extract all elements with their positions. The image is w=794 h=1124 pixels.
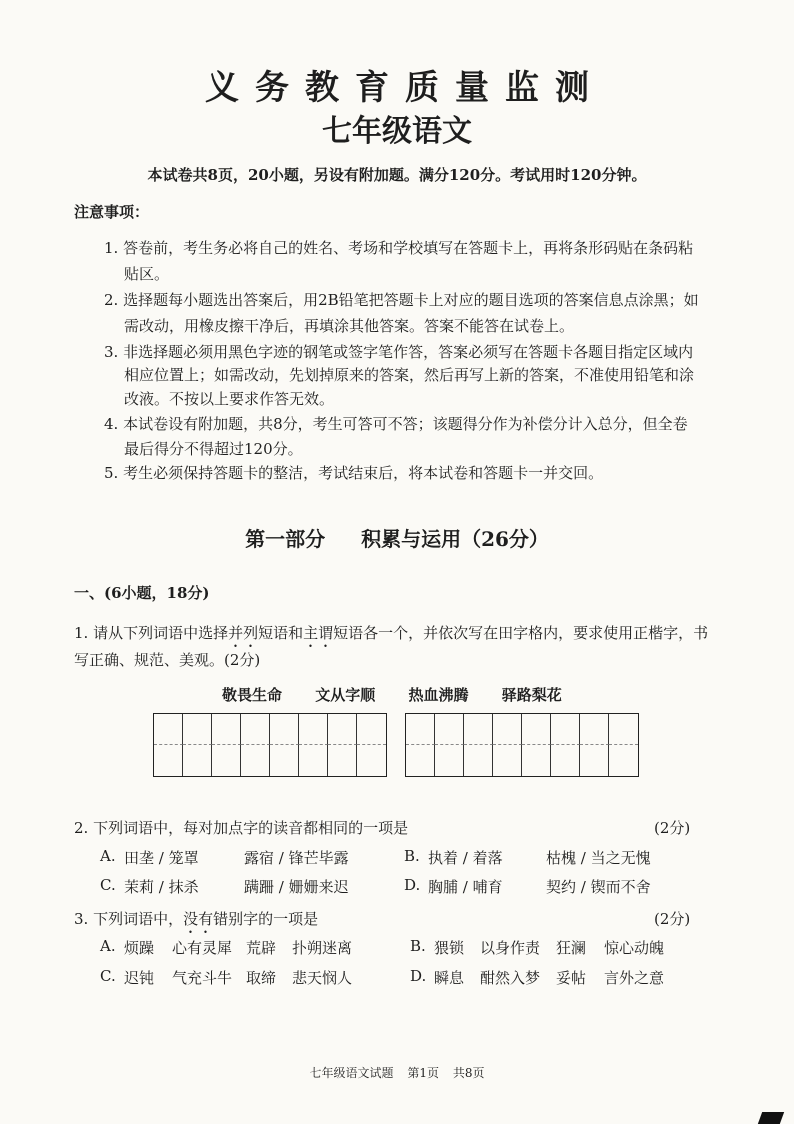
exam-intro: 本试卷共8页，20小题，另设有附加题。满分120分。考试用时120分钟。	[147, 166, 647, 184]
notice-item-5: 5. 考生必须保持答题卡的整洁，考试结束后，将本试卷和答题卡一并交回。	[104, 464, 604, 482]
notice-item-3-cont2: 改液。不按以上要求作答无效。	[124, 390, 335, 408]
q3-option-d-w3: 妥帖	[556, 969, 587, 987]
q3-option-c-w4: 悲天悯人	[292, 969, 353, 987]
q3-option-d-label: D.	[410, 967, 427, 985]
word-2: 文从字顺	[315, 686, 376, 704]
q3-option-a-w4: 扑朔迷离	[292, 939, 353, 957]
scan-mark	[758, 1112, 784, 1124]
notice-item-1-cont: 贴区。	[124, 265, 170, 283]
question-1-stem-cont: 写正确、规范、美观。(2分)	[74, 651, 261, 669]
q3-option-c-w2: 气充斗牛	[172, 969, 233, 987]
footer-page: 第1页	[407, 1066, 439, 1080]
q3-option-b-label: B.	[410, 937, 426, 955]
q3-option-a-w1: 烦躁	[124, 939, 155, 957]
q2-option-b-word1: 执着 / 着落	[428, 849, 503, 867]
q3-option-a-w3: 荒辟	[246, 939, 277, 957]
q3-option-b-w1: 猥锁	[434, 939, 465, 957]
notice-item-1: 1. 答卷前，考生务必将自己的姓名、考场和学校填写在答题卡上，再将条形码贴在条码粘	[104, 239, 694, 257]
word-list	[222, 684, 590, 705]
q3-option-d-w2: 酣然入梦	[480, 969, 541, 987]
notice-item-3-cont: 相应位置上；如需改动，先划掉原来的答案，然后再写上新的答案，不准使用铅笔和涂	[124, 366, 695, 384]
q3-option-b-w4: 惊心动魄	[604, 939, 665, 957]
word-1: 敬畏生命	[222, 686, 283, 704]
notice-item-2-cont: 需改动，用橡皮擦干净后，再填涂其他答案。答案不能答在试卷上。	[124, 317, 575, 335]
q2-option-d-word1: 胸脯 / 哺育	[428, 878, 503, 896]
section-heading: 一、(6小题，18分)	[74, 584, 210, 602]
question-3-stem: 3. 下列词语中，没有错别字的一项是	[74, 910, 319, 928]
q3-option-b-w3: 狂澜	[556, 939, 587, 957]
q3-option-d-w1: 瞬息	[434, 969, 465, 987]
part-heading: 第一部分 积累与运用（26分）	[245, 527, 549, 551]
notice-item-4: 4. 本试卷设有附加题，共8分，考生可答可不答；该题得分作为补偿分计入总分，但全卷	[104, 415, 688, 433]
q2-option-a-label: A.	[100, 847, 116, 865]
q2-option-d-word2: 契约 / 锲而不舍	[546, 878, 651, 896]
q2-option-c-word2: 蹒跚 / 姗姗来迟	[244, 878, 349, 896]
q2-option-c-word1: 茉莉 / 抹杀	[124, 878, 199, 896]
exam-title: 义务教育质量监测	[205, 68, 605, 108]
q3-option-c-w1: 迟钝	[124, 969, 155, 987]
q2-option-a-word2: 露宿 / 锋芒毕露	[244, 849, 349, 867]
q2-option-c-label: C.	[100, 876, 116, 894]
q2-option-d-label: D.	[404, 876, 421, 894]
q3-option-c-w3: 取缔	[246, 969, 277, 987]
notice-item-4-cont: 最后得分不得超过120分。	[124, 440, 303, 458]
q3-option-d-w4: 言外之意	[604, 969, 665, 987]
footer-title: 七年级语文试题	[309, 1066, 394, 1080]
q2-option-b-word2: 枯槐 / 当之无愧	[546, 849, 651, 867]
q2-option-b-label: B.	[404, 847, 420, 865]
footer-total: 共8页	[452, 1066, 485, 1080]
q3-option-a-label: A.	[100, 937, 116, 955]
writing-grid-left[interactable]	[153, 713, 387, 777]
exam-subtitle: 七年级语文	[322, 114, 472, 149]
notice-item-3: 3. 非选择题必须用黑色字迹的钢笔或签字笔作答，答案必须写在答题卡各题目指定区域内	[104, 343, 694, 361]
question-1-stem: 1. 请从下列词语中选择并列短语和主谓短语各一个，并依次写在田字格内，要求使用正楷字，书	[74, 624, 709, 642]
q3-option-a-w2: 心有灵犀	[172, 939, 233, 957]
q2-option-a-word1: 田垄 / 笼罩	[124, 849, 199, 867]
notice-heading: 注意事项：	[74, 203, 150, 221]
writing-grid-right[interactable]	[405, 713, 639, 777]
word-4: 驿路梨花	[501, 686, 562, 704]
page-footer	[0, 1064, 794, 1081]
q3-option-c-label: C.	[100, 967, 116, 985]
word-3: 热血沸腾	[408, 686, 469, 704]
question-2-stem: 2. 下列词语中，每对加点字的读音都相同的一项是	[74, 819, 409, 837]
question-2-score: (2分)	[654, 819, 691, 837]
notice-item-2: 2. 选择题每小题选出答案后，用2B铅笔把答题卡上对应的题目选项的答案信息点涂黑；如	[104, 291, 699, 309]
q3-option-b-w2: 以身作责	[480, 939, 541, 957]
question-3-score: (2分)	[654, 910, 691, 928]
